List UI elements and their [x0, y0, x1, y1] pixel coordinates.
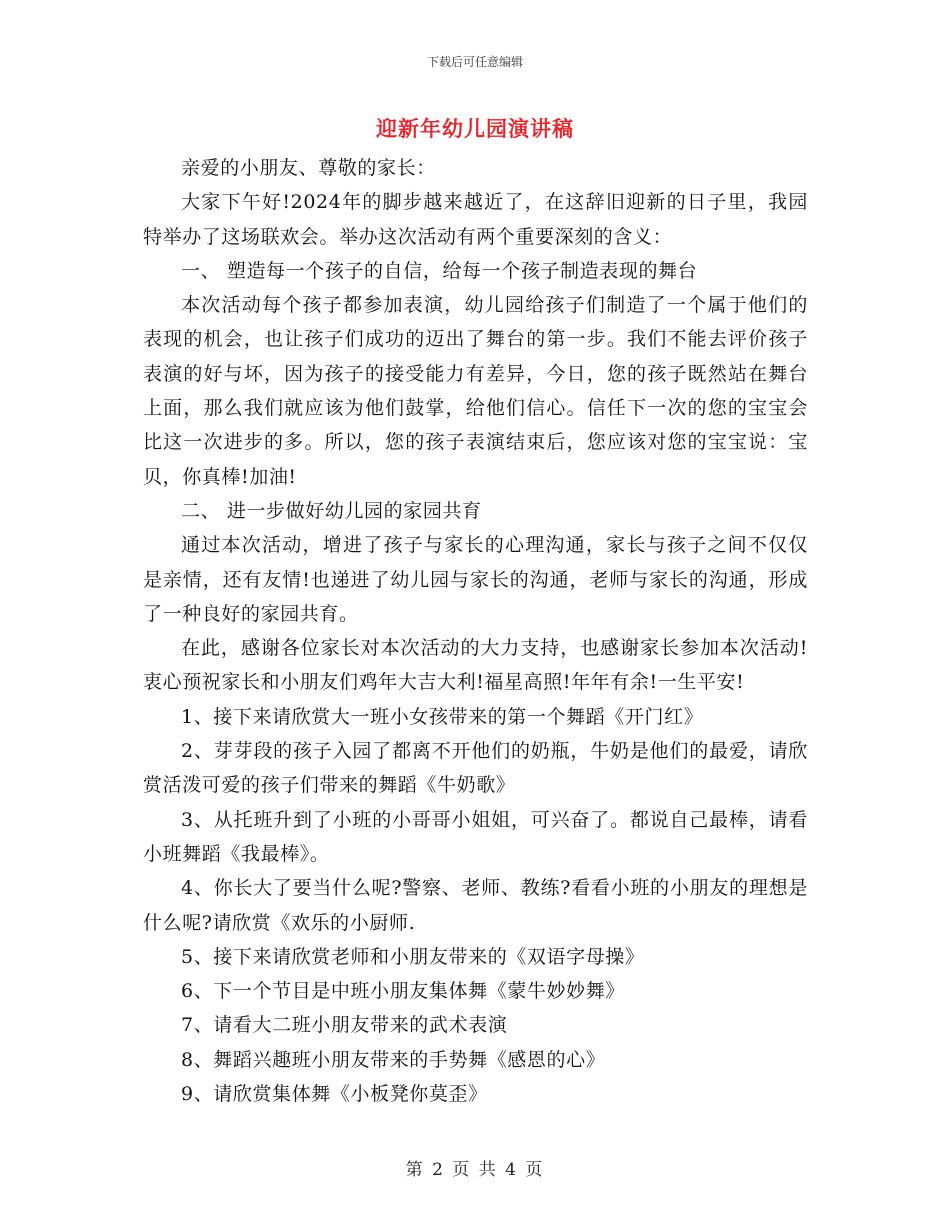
program-item-2: 2、芽芽段的孩子入园了都离不开他们的奶瓶，牛奶是他们的最爱，请欣赏活泼可爱的孩子们带来的舞蹈《牛奶歌》 [143, 740, 808, 797]
program-item-7: 7、请看大二班小朋友带来的武术表演 [181, 1014, 508, 1037]
document-body [143, 151, 808, 1111]
program-item-8: 8、舞蹈兴趣班小朋友带来的手势舞《感恩的心》 [181, 1048, 606, 1071]
program-item-4: 4、你长大了要当什么呢?警察、老师、教练?看看小班的小朋友的理想是什么呢?请欣赏《欢乐的小厨师. [143, 877, 808, 934]
paragraph-thanks: 在此，感谢各位家长对本次活动的大力支持，也感谢家长参加本次活动!衷心预祝家长和小朋友们鸡年大吉大利!福星高照!年年有余!一生平安! [143, 637, 808, 694]
section-heading-2: 二、 进一步做好幼儿园的家园共育 [181, 499, 482, 522]
section-heading-1: 一、 塑造每一个孩子的自信，给每一个孩子制造表现的舞台 [181, 259, 698, 282]
page-header-note: 下载后可任意编辑 [426, 55, 523, 69]
paragraph-greeting: 亲爱的小朋友、尊敬的家长： [181, 157, 436, 179]
program-item-6: 6、下一个节目是中班小朋友集体舞《蒙牛妙妙舞》 [181, 980, 625, 1003]
paragraph-section-2: 通过本次活动，增进了孩子与家长的心理沟通，家长与孩子之间不仅仅是亲情，还有友情!也递进了幼儿园与家长的沟通，老师与家长的沟通，形成了一种良好的家园共育。 [143, 534, 808, 625]
page-footer: 第 2 页 共 4 页 [405, 1160, 545, 1180]
program-item-1: 1、接下来请欣赏大一班小女孩带来的第一个舞蹈《开门红》 [181, 705, 704, 728]
program-item-3: 3、从托班升到了小班的小哥哥小姐姐，可兴奋了。都说自己最棒，请看小班舞蹈《我最棒》。 [143, 808, 808, 865]
paragraph-intro: 大家下午好!2024年的脚步越来越近了，在这辞旧迎新的日子里，我园特举办了这场联欢会。举办这次活动有两个重要深刻的含义： [143, 191, 808, 248]
paragraph-section-1: 本次活动每个孩子都参加表演，幼儿园给孩子们制造了一个属于他们的表现的机会，也让孩子们成功的迈出了舞台的第一步。我们不能去评价孩子表演的好与坏，因为孩子的接受能力有差异，今日，您的孩子既然站在舞台上面，那么我们就应该为他们鼓掌，给他们信心。信任下一次的您的宝宝会比这一次进步的多。所以，您的孩子表演结束后，您应该对您的宝宝说：宝贝，你真棒!加油! [143, 294, 808, 488]
program-item-5: 5、接下来请欣赏老师和小朋友带来的《双语字母操》 [181, 945, 645, 968]
program-item-9: 9、请欣赏集体舞《小板凳你莫歪》 [181, 1083, 488, 1106]
document-title: 迎新年幼儿园演讲稿 [376, 117, 574, 141]
